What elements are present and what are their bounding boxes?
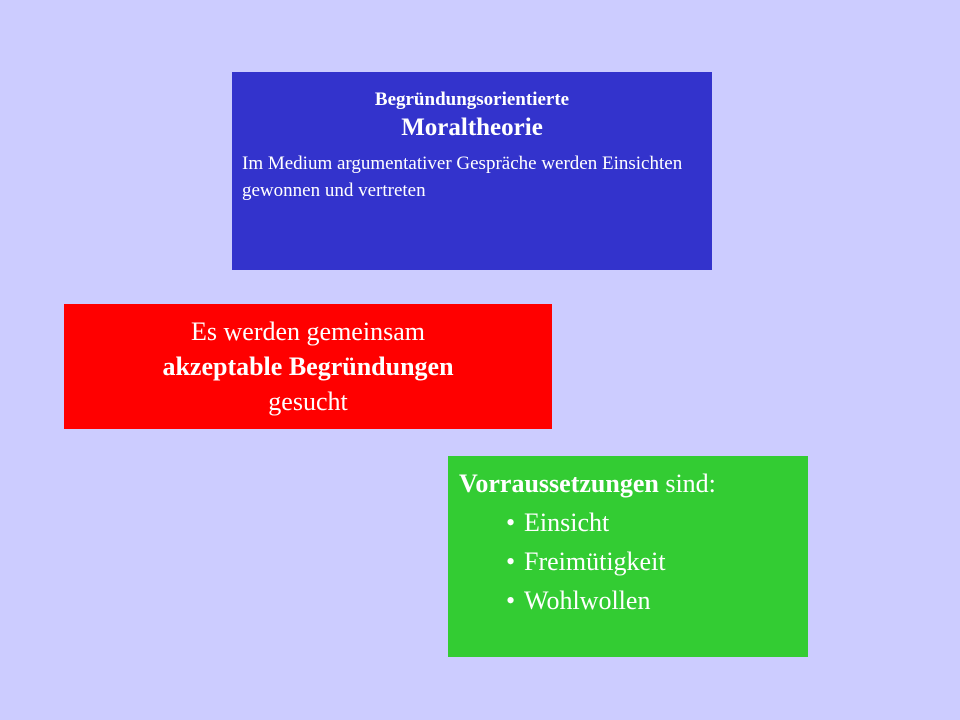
justification-line-3: gesucht: [268, 387, 348, 416]
bullet-icon: •: [506, 508, 516, 537]
prerequisites-heading: [459, 464, 798, 503]
list-item-label: Wohlwollen: [524, 586, 651, 615]
list-item-label: Einsicht: [524, 508, 610, 537]
prerequisites-box: [448, 456, 808, 657]
justification-line-2: akzeptable Begründungen: [162, 352, 454, 381]
bullet-icon: •: [506, 586, 516, 615]
justification-box: [64, 304, 552, 429]
box-kicker: Begründungsorientierte: [374, 89, 570, 110]
box-title: Moraltheorie: [401, 114, 543, 141]
box-body: Im Medium argumentativer Gespräche werden Einsichten gewonnen und vertreten: [242, 153, 683, 201]
moral-theory-box: [232, 72, 712, 270]
bullet-icon: •: [506, 547, 516, 576]
list-item: [506, 542, 798, 581]
list-item: [506, 503, 798, 542]
prerequisites-heading-bold: Vorraussetzungen: [459, 469, 659, 498]
prerequisites-heading-rest: sind:: [658, 469, 716, 498]
prerequisites-list: [459, 503, 798, 620]
list-item: [506, 581, 798, 620]
justification-line-1: Es werden gemeinsam: [191, 317, 425, 346]
list-item-label: Freimütigkeit: [524, 547, 666, 576]
